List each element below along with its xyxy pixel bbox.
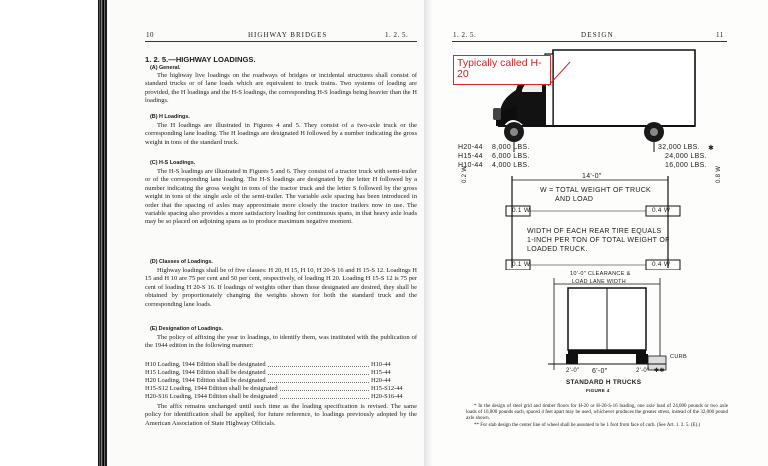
dim-mark: ✱✱ [654, 368, 665, 374]
front-wheel-load: 0.1 W [512, 207, 531, 214]
curb-label: CURB [670, 354, 688, 360]
rear-wheel-load: 0.4 W [652, 207, 671, 214]
rear-load: 24,000 LBS. [665, 153, 707, 160]
tire-note-2: 1-INCH PER TON OF TOTAL WEIGHT OF [527, 237, 670, 244]
tire-note-3: LOADED TRUCK. [527, 246, 588, 253]
rear-wheel-load: 0.4 W [652, 261, 671, 268]
dim-middle: 6'-0" [592, 368, 608, 375]
designation-row: H15 Loading, 1944 Edition shall be designated H15-44 [145, 369, 391, 376]
section-title: 1. 2. 5.—HIGHWAY LOADINGS. [145, 55, 256, 64]
right-header-rule [452, 41, 727, 42]
hs-loadings-text: The H-S loadings are illustrated in Figures 5 and 6. They consist of a tractor truck with semi-trailer or of the corresponding lane loading. The H-S loadings are designated by the letter H followed by a number indicating the gross weight in tons of the tractor truck and the letter S followed by the gross weight in tons of the single axle of the semi-trailer. The variable axle spacing has been introduced in order that the spacing of axles may approximate more closely the tractor trailers now in use. The variable spacing also provides a more satisfactory loading for continuous spans, in that heavy axle loads may be so placed on adjoining spans as to produce maximum negative moment. [145, 168, 417, 226]
h-loadings-heading: (B) H Loadings. [150, 114, 190, 120]
designation-row: H10 Loading, 1944 Edition shall be designated H10-44 [145, 361, 391, 368]
right-running-title: DESIGN [581, 31, 614, 39]
front-axle-label: 0.2 W [462, 165, 468, 183]
designation-row: H20 Loading, 1944 Edition shall be designated H20-44 [145, 377, 391, 384]
rear-load: 32,000 LBS. [658, 144, 700, 151]
classes-text: Highway loadings shall be of five classes: H 20, H 15, H 10, H 20-S 16 and H 15-S 12. Loadings H 15 and H 10 are 75 per cent and 50 per cent, respectively, of loading H 20. Loading H 15-S 12 is 75 per cent of loading H 20-S 16. If loadings of weights other than those designated are desired, they shall be obtained by proportionately changing the weights shown for both the standard truck and the corresponding lane loads. [145, 267, 417, 308]
left-section-ref: 1. 2. 5. [385, 31, 409, 39]
front-load: 4,000 LBS. [492, 162, 530, 169]
general-text: The highway live loadings on the roadways of bridges or incidental structures shall consist of standard trucks or of lane loads which are equivalent to truck trains. Two systems of loading are provided, the H loadings and the H-S loadings, the corresponding H-S loadings being heavier than the H loadings. [145, 72, 417, 105]
left-header-rule [145, 41, 417, 42]
designation-row: H20-S16 Loading, 1944 Edition shall be designated H20-S16-44 [145, 393, 403, 400]
general-heading: (A) General. [150, 65, 181, 71]
axle-spacing: 14'-0" [582, 173, 602, 180]
w-total-note-2: AND LOAD [555, 196, 594, 203]
designation-text: The policy of affixing the year to loadings, to identify them, was instituted with the publication of the 1944 edition in the following manner: [145, 334, 417, 350]
load-class: H15-44 [458, 153, 483, 160]
front-load: 6,000 LBS. [492, 153, 530, 160]
clearance-label: 10'-0" CLEARANCE & [570, 271, 631, 277]
footnote-1: * In the design of steel grid and timber floors for H-20 or H-20-S-16 loading, one axle load of 24,000 pounds or two axle loads of 16,000 pounds each, spaced 4 feet apart may be used, whichever produces the greater stress, instead of the 32,000 pound axle shown. [466, 404, 728, 421]
figure-number: FIGURE 4 [586, 388, 610, 393]
front-load: 8,000 LBS. [492, 144, 530, 151]
rear-axle-label: 0.8 W [716, 165, 722, 183]
footnote-2: ** For slab design the center line of wheel shall be assumed to be 1 foot from face of curb. (See Art. 1. 2. 5. (E).) [474, 423, 701, 428]
designation-row: H15-S12 Loading, 1944 Edition shall be designated H15-S12-44 [145, 385, 403, 392]
rear-elevation-drawing [548, 270, 678, 378]
axle-plan-diagram [500, 170, 720, 270]
classes-heading: (D) Classes of Loadings. [150, 259, 213, 265]
designation-heading: (E) Designation of Loadings. [150, 326, 224, 332]
dim-left: 2'-0" [566, 368, 580, 374]
figure-caption: STANDARD H TRUCKS [566, 379, 642, 386]
w-total-note: W = TOTAL WEIGHT OF TRUCK [540, 187, 652, 194]
left-running-title: HIGHWAY BRIDGES [248, 31, 328, 39]
load-class: H20-44 [458, 144, 483, 151]
right-section-ref: 1. 2. 5. [453, 31, 477, 39]
lane-width-label: LOAD LANE WIDTH [572, 279, 626, 285]
load-class: H10-44 [458, 162, 483, 169]
dim-right: 2'-0" [636, 368, 650, 374]
right-page-number: 11 [716, 31, 724, 39]
left-page-number: 10 [146, 31, 154, 39]
rear-load: 16,000 LBS. [665, 162, 707, 169]
tire-note-1: WIDTH OF EACH REAR TIRE EQUALS [527, 228, 662, 235]
h-loadings-text: The H loadings are illustrated in Figures 4 and 5. They consist of a two-axle truck or the corresponding lane loading. The H loadings are designated H followed by a number indicating the gross weight in tons of the standard truck. [145, 122, 417, 146]
front-wheel-load: 0.1 W [512, 261, 531, 268]
hs-loadings-heading: (C) H-S Loadings. [150, 160, 196, 166]
page-gutter [425, 0, 432, 466]
h20-callout: Typically called H-20 [453, 55, 551, 85]
rear-load-mark: ✱ [708, 145, 715, 152]
designation-closing: The affix remains unchanged until such time as the loading specification is revised. The same policy for identification shall be applied, for future reference, to loadings previously adopted by the American Association of State Highway Officials. [145, 403, 417, 427]
book-spine [98, 0, 107, 466]
